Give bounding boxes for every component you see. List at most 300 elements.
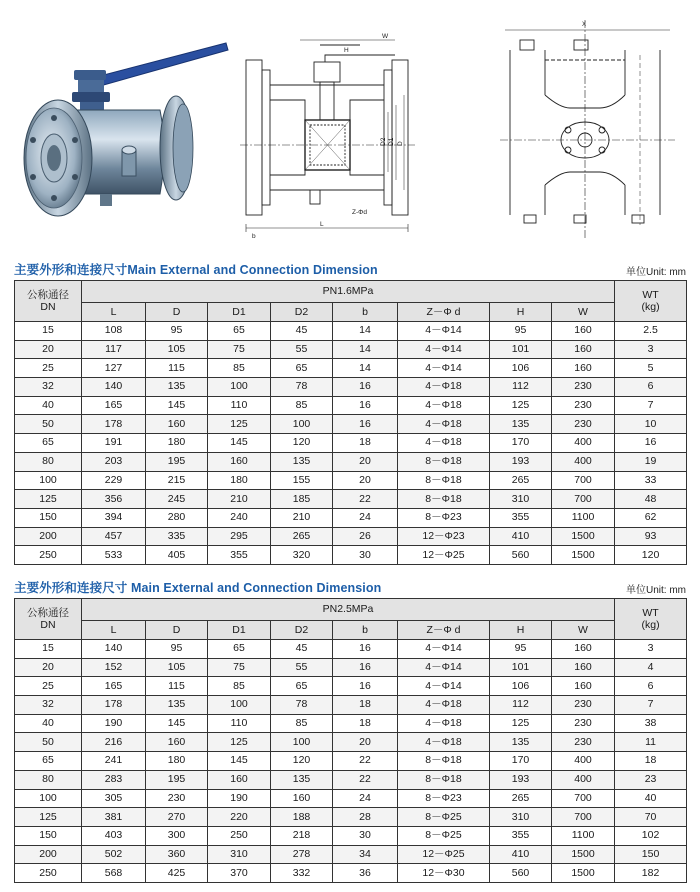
- header-b: b: [333, 621, 398, 640]
- table-cell: 125: [208, 415, 271, 434]
- header-d2: D2: [271, 303, 333, 322]
- table-cell: 135: [490, 733, 552, 752]
- table-cell: 38: [615, 714, 687, 733]
- table-cell: 410: [490, 845, 552, 864]
- table-cell: 195: [146, 452, 208, 471]
- header-wt-unit: (kg): [641, 619, 660, 631]
- table-cell: 80: [15, 770, 82, 789]
- table-cell: 20: [333, 471, 398, 490]
- table-cell: 300: [146, 826, 208, 845]
- table-cell: 178: [82, 415, 146, 434]
- table-row: [15, 471, 687, 490]
- table-cell: 78: [271, 696, 333, 715]
- side-view-drawing: [500, 20, 675, 240]
- table-cell: 80: [15, 452, 82, 471]
- table-cell: 6: [615, 677, 687, 696]
- table-cell: 65: [271, 359, 333, 378]
- table-row: [15, 415, 687, 434]
- table-row: [15, 752, 687, 771]
- table-cell: 145: [208, 752, 271, 771]
- table-cell: 265: [490, 789, 552, 808]
- header-dn: [15, 599, 82, 640]
- table-cell: 160: [552, 359, 615, 378]
- table-row: [15, 658, 687, 677]
- table-cell: 120: [271, 752, 333, 771]
- header-h: H: [490, 621, 552, 640]
- header-zd: Z－Φ d: [398, 621, 490, 640]
- table-cell: 200: [15, 527, 82, 546]
- table-cell: 355: [490, 508, 552, 527]
- table-cell: 26: [333, 527, 398, 546]
- table-row: [15, 396, 687, 415]
- table-row: [15, 546, 687, 565]
- table-cell: 20: [15, 658, 82, 677]
- table-cell: 25: [15, 359, 82, 378]
- table-cell: 18: [333, 714, 398, 733]
- table-cell: 160: [271, 789, 333, 808]
- table-cell: 30: [333, 826, 398, 845]
- table-cell: 265: [490, 471, 552, 490]
- header-pressure: PN2.5MPa: [82, 599, 615, 621]
- table-cell: 16: [333, 677, 398, 696]
- table-cell: 8－Φ18: [398, 471, 490, 490]
- table-cell: 40: [15, 396, 82, 415]
- section-drawing-labels: [252, 33, 404, 240]
- header-wt-unit: (kg): [641, 301, 660, 313]
- table-cell: 245: [146, 490, 208, 509]
- header-dn-en: DN: [40, 619, 56, 631]
- table-cell: 20: [333, 733, 398, 752]
- table-row: [15, 714, 687, 733]
- dimension-section-pn25: [14, 578, 686, 883]
- table-row: [15, 733, 687, 752]
- table-cell: 400: [552, 752, 615, 771]
- table-cell: 265: [271, 527, 333, 546]
- table-cell: 178: [82, 696, 146, 715]
- section-drawing: [240, 40, 415, 232]
- table-cell: 193: [490, 770, 552, 789]
- label-x: X: [582, 22, 587, 28]
- table-cell: 160: [552, 640, 615, 659]
- table-cell: 165: [82, 396, 146, 415]
- table-cell: 1100: [552, 508, 615, 527]
- table-cell: 180: [208, 471, 271, 490]
- table-cell: 135: [146, 696, 208, 715]
- table-cell: 115: [146, 677, 208, 696]
- table-cell: 100: [15, 471, 82, 490]
- section-title: 主要外形和连接尺寸 Main External and Connection Dimension: [14, 581, 382, 595]
- table-cell: 210: [208, 490, 271, 509]
- table-cell: 220: [208, 808, 271, 827]
- table-cell: 112: [490, 378, 552, 397]
- table-row: [15, 434, 687, 453]
- table-cell: 18: [333, 434, 398, 453]
- table-row: [15, 322, 687, 341]
- table-cell: 4－Φ14: [398, 322, 490, 341]
- table-cell: 394: [82, 508, 146, 527]
- table-cell: 16: [615, 434, 687, 453]
- table-cell: 150: [15, 508, 82, 527]
- table-cell: 140: [82, 378, 146, 397]
- header-l: L: [82, 621, 146, 640]
- table-cell: 8－Φ18: [398, 752, 490, 771]
- table-cell: 8－Φ18: [398, 490, 490, 509]
- table-cell: 16: [333, 415, 398, 434]
- table-cell: 250: [15, 546, 82, 565]
- table-cell: 50: [15, 733, 82, 752]
- label-b: b: [252, 233, 256, 240]
- table-cell: 3: [615, 340, 687, 359]
- table-cell: 160: [552, 658, 615, 677]
- table-cell: 295: [208, 527, 271, 546]
- table-row: [15, 527, 687, 546]
- table-cell: 24: [333, 789, 398, 808]
- table-cell: 7: [615, 396, 687, 415]
- table-cell: 48: [615, 490, 687, 509]
- table-row: [15, 864, 687, 883]
- table-cell: 457: [82, 527, 146, 546]
- table-cell: 405: [146, 546, 208, 565]
- table-cell: 125: [490, 714, 552, 733]
- table-cell: 250: [208, 826, 271, 845]
- table-cell: 1500: [552, 527, 615, 546]
- table-cell: 4－Φ18: [398, 415, 490, 434]
- table-cell: 180: [146, 434, 208, 453]
- table-cell: 5: [615, 359, 687, 378]
- table-cell: 8－Φ25: [398, 808, 490, 827]
- table-cell: 125: [208, 733, 271, 752]
- table-cell: 65: [15, 434, 82, 453]
- table-cell: 1500: [552, 864, 615, 883]
- table-cell: 125: [15, 490, 82, 509]
- table-cell: 356: [82, 490, 146, 509]
- table-cell: 85: [208, 677, 271, 696]
- table-cell: 135: [271, 452, 333, 471]
- table-cell: 115: [146, 359, 208, 378]
- table-cell: 108: [82, 322, 146, 341]
- table-cell: 188: [271, 808, 333, 827]
- table-cell: 135: [490, 415, 552, 434]
- table-row: [15, 378, 687, 397]
- table-cell: 335: [146, 527, 208, 546]
- table-cell: 32: [15, 696, 82, 715]
- table-row: [15, 677, 687, 696]
- table-cell: 4－Φ18: [398, 396, 490, 415]
- table-cell: 95: [490, 322, 552, 341]
- header-dn-cn: 公称通径: [27, 289, 69, 301]
- table-cell: 85: [271, 396, 333, 415]
- table-cell: 23: [615, 770, 687, 789]
- table-cell: 95: [490, 640, 552, 659]
- table-cell: 16: [333, 378, 398, 397]
- table-cell: 4－Φ14: [398, 677, 490, 696]
- header-wt-label: WT: [642, 289, 659, 301]
- header-wt-label: WT: [642, 607, 659, 619]
- table-cell: 22: [333, 752, 398, 771]
- table-cell: 6: [615, 378, 687, 397]
- table-cell: 101: [490, 658, 552, 677]
- table-cell: 14: [333, 322, 398, 341]
- table-cell: 14: [333, 359, 398, 378]
- table-cell: 8－Φ18: [398, 770, 490, 789]
- header-dn: [15, 281, 82, 322]
- header-d: D: [146, 303, 208, 322]
- table-cell: 305: [82, 789, 146, 808]
- table-cell: 140: [82, 640, 146, 659]
- table-cell: 230: [552, 733, 615, 752]
- table-cell: 230: [552, 396, 615, 415]
- table-cell: 250: [15, 864, 82, 883]
- section-title: 主要外形和连接尺寸Main External and Connection Dimension: [14, 263, 378, 277]
- table-cell: 165: [82, 677, 146, 696]
- table-row: [15, 340, 687, 359]
- table-cell: 135: [146, 378, 208, 397]
- table-cell: 117: [82, 340, 146, 359]
- dimension-section-pn16: [14, 260, 686, 565]
- table-cell: 112: [490, 696, 552, 715]
- valve-photo: [24, 43, 228, 216]
- table-cell: 145: [146, 396, 208, 415]
- table-cell: 4－Φ18: [398, 696, 490, 715]
- table-cell: 7: [615, 696, 687, 715]
- table-row: [15, 452, 687, 471]
- table-row: [15, 359, 687, 378]
- table-cell: 4－Φ18: [398, 434, 490, 453]
- table-cell: 145: [208, 434, 271, 453]
- table-cell: 8－Φ23: [398, 508, 490, 527]
- table-cell: 3: [615, 640, 687, 659]
- table-cell: 355: [208, 546, 271, 565]
- table-row: [15, 808, 687, 827]
- table-cell: 700: [552, 789, 615, 808]
- table-cell: 700: [552, 808, 615, 827]
- table-cell: 50: [15, 415, 82, 434]
- table-cell: 310: [208, 845, 271, 864]
- table-cell: 8－Φ23: [398, 789, 490, 808]
- unit-label: 单位Unit: mm: [626, 585, 686, 596]
- table-cell: 280: [146, 508, 208, 527]
- table-cell: 65: [271, 677, 333, 696]
- table-cell: 180: [146, 752, 208, 771]
- table-cell: 160: [208, 770, 271, 789]
- table-cell: 403: [82, 826, 146, 845]
- table-cell: 270: [146, 808, 208, 827]
- table-cell: 120: [271, 434, 333, 453]
- table-cell: 12－Φ23: [398, 527, 490, 546]
- table-cell: 15: [15, 640, 82, 659]
- table-cell: 4－Φ18: [398, 733, 490, 752]
- table-body: [15, 322, 687, 565]
- table-cell: 95: [146, 640, 208, 659]
- table-cell: 110: [208, 396, 271, 415]
- table-cell: 2.5: [615, 322, 687, 341]
- header-b: b: [333, 303, 398, 322]
- table-cell: 152: [82, 658, 146, 677]
- table-row: [15, 508, 687, 527]
- table-cell: 360: [146, 845, 208, 864]
- header-dn-en: DN: [40, 301, 56, 313]
- table-cell: 230: [552, 696, 615, 715]
- table-row: [15, 490, 687, 509]
- table-cell: 8－Φ18: [398, 452, 490, 471]
- table-cell: 16: [333, 658, 398, 677]
- table-cell: 4－Φ18: [398, 714, 490, 733]
- label-zd: Z-Φd: [352, 209, 367, 216]
- table-cell: 101: [490, 340, 552, 359]
- table-cell: 19: [615, 452, 687, 471]
- table-cell: 400: [552, 452, 615, 471]
- table-cell: 568: [82, 864, 146, 883]
- table-cell: 310: [490, 808, 552, 827]
- label-h: H: [344, 47, 349, 54]
- table-cell: 4－Φ18: [398, 378, 490, 397]
- table-cell: 425: [146, 864, 208, 883]
- header-pressure: PN1.6MPa: [82, 281, 615, 303]
- table-cell: 170: [490, 434, 552, 453]
- table-cell: 20: [333, 452, 398, 471]
- table-cell: 95: [146, 322, 208, 341]
- table-cell: 210: [271, 508, 333, 527]
- table-cell: 185: [271, 490, 333, 509]
- table-cell: 75: [208, 340, 271, 359]
- table-cell: 100: [208, 696, 271, 715]
- table-cell: 120: [615, 546, 687, 565]
- table-row: [15, 696, 687, 715]
- table-cell: 4－Φ14: [398, 340, 490, 359]
- table-cell: 85: [271, 714, 333, 733]
- table-cell: 182: [615, 864, 687, 883]
- table-cell: 190: [208, 789, 271, 808]
- label-w: W: [382, 33, 389, 40]
- table-cell: 18: [615, 752, 687, 771]
- table-cell: 12－Φ25: [398, 845, 490, 864]
- table-cell: 170: [490, 752, 552, 771]
- unit-label: 单位Unit: mm: [626, 267, 686, 278]
- table-cell: 218: [271, 826, 333, 845]
- table-cell: 100: [271, 415, 333, 434]
- table-cell: 55: [271, 340, 333, 359]
- table-cell: 155: [271, 471, 333, 490]
- table-cell: 78: [271, 378, 333, 397]
- header-d: D: [146, 621, 208, 640]
- table-cell: 36: [333, 864, 398, 883]
- header-wt: [615, 281, 687, 322]
- table-cell: 230: [146, 789, 208, 808]
- table-cell: 22: [333, 770, 398, 789]
- table-cell: 533: [82, 546, 146, 565]
- figures-svg: [0, 0, 700, 250]
- header-d2: D2: [271, 621, 333, 640]
- table-cell: 560: [490, 864, 552, 883]
- table-cell: 278: [271, 845, 333, 864]
- table-cell: 203: [82, 452, 146, 471]
- table-row: [15, 640, 687, 659]
- header-dn-cn: 公称通径: [27, 607, 69, 619]
- table-cell: 14: [333, 340, 398, 359]
- table-cell: 370: [208, 864, 271, 883]
- table-cell: 4－Φ14: [398, 640, 490, 659]
- table-row: [15, 826, 687, 845]
- table-cell: 45: [271, 322, 333, 341]
- table-cell: 145: [146, 714, 208, 733]
- table-cell: 40: [615, 789, 687, 808]
- table-cell: 230: [552, 415, 615, 434]
- table-row: [15, 789, 687, 808]
- table-cell: 700: [552, 471, 615, 490]
- table-cell: 127: [82, 359, 146, 378]
- table-cell: 4－Φ14: [398, 359, 490, 378]
- table-cell: 32: [15, 378, 82, 397]
- table-cell: 400: [552, 770, 615, 789]
- table-cell: 11: [615, 733, 687, 752]
- section-header: [14, 260, 686, 280]
- header-h: H: [490, 303, 552, 322]
- table-cell: 34: [333, 845, 398, 864]
- table-cell: 100: [15, 789, 82, 808]
- table-cell: 229: [82, 471, 146, 490]
- table-cell: 4: [615, 658, 687, 677]
- table-cell: 230: [552, 714, 615, 733]
- table-cell: 110: [208, 714, 271, 733]
- table-cell: 16: [333, 640, 398, 659]
- table-cell: 135: [271, 770, 333, 789]
- table-body: [15, 640, 687, 883]
- table-cell: 15: [15, 322, 82, 341]
- section-header: [14, 578, 686, 598]
- table-cell: 85: [208, 359, 271, 378]
- table-cell: 20: [15, 340, 82, 359]
- table-cell: 241: [82, 752, 146, 771]
- table-cell: 381: [82, 808, 146, 827]
- table-cell: 1500: [552, 845, 615, 864]
- table-cell: 160: [552, 677, 615, 696]
- table-cell: 106: [490, 677, 552, 696]
- table-cell: 160: [208, 452, 271, 471]
- table-cell: 102: [615, 826, 687, 845]
- table-cell: 106: [490, 359, 552, 378]
- table-cell: 22: [333, 490, 398, 509]
- header-zd: Z－Φ d: [398, 303, 490, 322]
- table-cell: 105: [146, 658, 208, 677]
- figures-area: [0, 0, 700, 250]
- table-cell: 12－Φ25: [398, 546, 490, 565]
- table-cell: 10: [615, 415, 687, 434]
- table-cell: 560: [490, 546, 552, 565]
- table-cell: 1500: [552, 546, 615, 565]
- table-cell: 55: [271, 658, 333, 677]
- table-cell: 4－Φ14: [398, 658, 490, 677]
- table-cell: 332: [271, 864, 333, 883]
- label-d: D: [397, 141, 404, 146]
- table-cell: 195: [146, 770, 208, 789]
- table-cell: 18: [333, 696, 398, 715]
- table-cell: 200: [15, 845, 82, 864]
- header-w: W: [552, 303, 615, 322]
- table-cell: 62: [615, 508, 687, 527]
- table-cell: 400: [552, 434, 615, 453]
- table-cell: 310: [490, 490, 552, 509]
- table-cell: 283: [82, 770, 146, 789]
- table-cell: 100: [208, 378, 271, 397]
- table-cell: 150: [615, 845, 687, 864]
- table-cell: 193: [490, 452, 552, 471]
- table-cell: 70: [615, 808, 687, 827]
- table-cell: 12－Φ30: [398, 864, 490, 883]
- table-cell: 160: [552, 322, 615, 341]
- table-cell: 240: [208, 508, 271, 527]
- label-d1: D1: [388, 137, 395, 146]
- table-cell: 150: [15, 826, 82, 845]
